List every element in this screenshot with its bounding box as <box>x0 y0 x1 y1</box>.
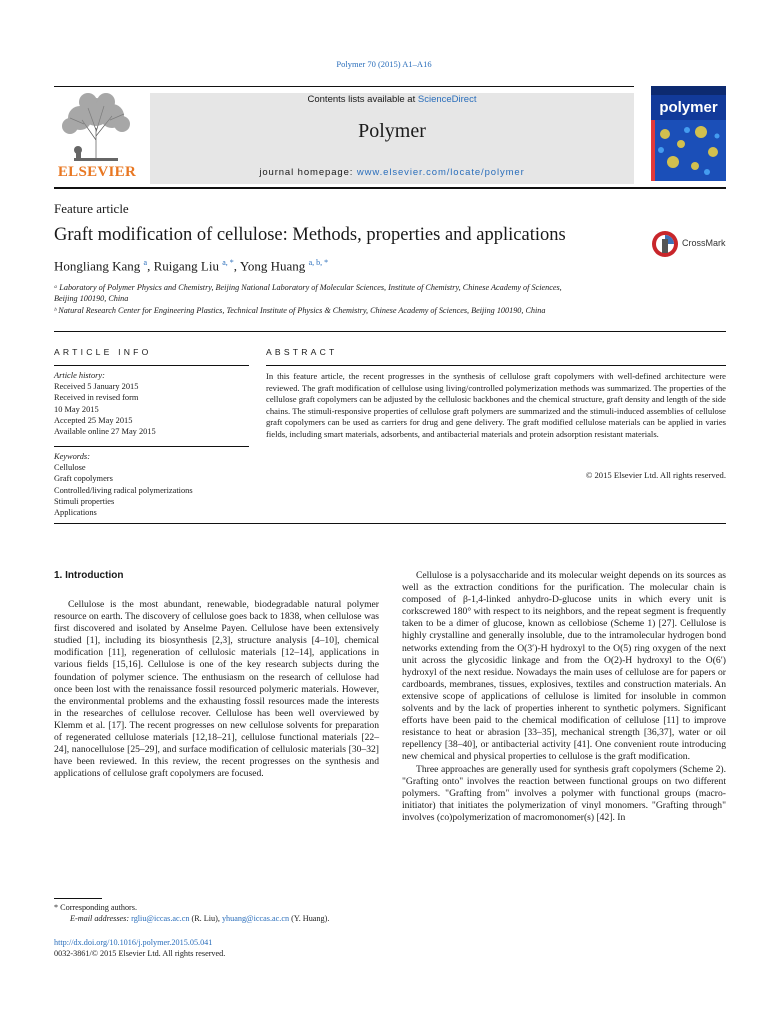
crossmark-icon <box>651 230 679 258</box>
affiliation-a: ᵃ Laboratory of Polymer Physics and Chemistry, Beijing National Laboratory of Molecular Sciences, Institute of Chemistry, Chinese Academy of Sciences, Beijing 100190, China <box>54 283 562 303</box>
elsevier-wordmark: ELSEVIER <box>57 164 137 180</box>
section-heading-introduction: 1. Introduction <box>54 570 124 581</box>
history-item: 10 May 2015 <box>54 404 99 414</box>
doi-link[interactable]: http://dx.doi.org/10.1016/j.polymer.2015.05.041 <box>54 938 213 947</box>
issn-line: 0032-3861/© 2015 Elsevier Ltd. All rights reserved. <box>54 949 226 958</box>
cover-title: polymer <box>659 99 718 116</box>
history-divider <box>54 446 249 447</box>
author-affil-marker[interactable]: a, * <box>222 258 234 267</box>
article-info-heading: ARTICLE INFO <box>54 347 152 357</box>
keyword-item: Controlled/living radical polymerizations <box>54 485 193 495</box>
email-link[interactable]: yhuang@iccas.ac.cn <box>221 914 290 923</box>
journal-homepage: journal homepage: www.elsevier.com/locate/polymer <box>259 167 525 178</box>
author-name[interactable]: Ruigang Liu <box>153 258 219 274</box>
paragraph: Three approaches are generally used for synthesis graft copolymers (Scheme 2). "Grafting onto" involves the reaction between functional groups on two different polymers. "Grafting from" involves a polymer with functional groups (macro-initiator) that initiates the polymerization of vinyl monomers. "Grafting through" involves (co)polymerization of macromonomer(s) [42]. In <box>402 763 726 823</box>
footnote-corr: Corresponding authors. <box>60 903 138 912</box>
email-link[interactable]: rgliu@iccas.ac.cn <box>131 914 190 923</box>
crossmark-label: CrossMark <box>682 238 726 248</box>
history-item: Received in revised form <box>54 393 139 403</box>
keyword-item: Graft copolymers <box>54 474 113 484</box>
abstract-copyright: © 2015 Elsevier Ltd. All rights reserved. <box>585 470 726 480</box>
keywords <box>54 451 193 518</box>
affiliation-b: ᵇ Natural Research Center for Engineering Plastics, Technical Institute of Physics & Chemistry, Chinese Academy of Sciences, Beijing 100190, China <box>54 306 546 315</box>
footnote: * Corresponding authors. E-mail addresses: rgliu@iccas.ac.cn (R. Liu), yhuang@iccas.ac.cn (Y. Huang). <box>54 903 330 923</box>
journal-cover <box>651 86 726 181</box>
homepage-link[interactable]: www.elsevier.com/locate/polymer <box>356 167 525 178</box>
footnote-rule <box>54 898 102 899</box>
abstract-bottom-rule <box>54 523 726 524</box>
author-affil-marker[interactable]: a, b, * <box>308 258 329 267</box>
abstract-heading: ABSTRACT <box>266 347 338 357</box>
article-info-rule <box>54 365 249 366</box>
abstract-text: In this feature article, the recent progresses in the synthesis of cellulose graft copolymers with well-defined architecture were reviewed. The graft modification of cellulose using living/controlled polymerization methods was summarized. The properties of the cellulose graft copolymers can be adjusted by the cellulosic backbones and the chemical structure, graft density and length of the side chains. The stimuli-responsive properties of cellulose graft polymers are summarized and the stimuli-induced assemblies of cellulose graft copolymers can be used as carriers for drug and gene delivery. The graft modified cellulose materials can be applied in varies fields, including smart materials, adsorbents, and antibacterial materials and protein adsorption resistant materials. <box>266 371 726 439</box>
history-item: Accepted 25 May 2015 <box>54 415 133 425</box>
header-bottom-rule <box>54 187 726 189</box>
sciencedirect-link[interactable]: ScienceDirect <box>417 94 477 105</box>
abstract-rule <box>266 365 726 366</box>
keyword-item: Cellulose <box>54 463 86 473</box>
page-footer <box>54 937 225 959</box>
cover-art <box>651 86 726 181</box>
article-title: Graft modification of cellulose: Methods, properties and applications <box>54 225 566 245</box>
author-affil-marker[interactable]: a <box>143 258 148 267</box>
history-item: Available online 27 May 2015 <box>54 427 156 437</box>
author-name[interactable]: Yong Huang <box>239 258 306 274</box>
keywords-label: Keywords: <box>54 452 90 461</box>
title-bottom-rule <box>54 331 726 332</box>
keyword-item: Stimuli properties <box>54 496 115 506</box>
keyword-item: Applications <box>54 508 97 518</box>
author-name[interactable]: Hongliang Kang <box>54 258 141 274</box>
article-history <box>54 370 156 437</box>
history-label: Article history: <box>54 371 105 380</box>
contents-line: Contents lists available at ScienceDirect <box>307 94 477 105</box>
body-left-column <box>54 599 379 780</box>
author-list: Hongliang Kang $^a$, Ruigang Liu $^{a, *}$, Yong Huang $^{a, b, *}$ <box>54 258 329 274</box>
journal-citation[interactable]: Polymer 70 (2015) A1–A16 <box>336 59 432 69</box>
crossmark-badge[interactable] <box>651 230 731 258</box>
journal-title: Polymer <box>358 120 426 142</box>
article-type: Feature article <box>54 201 129 216</box>
paragraph: Cellulose is a polysaccharide and its molecular weight depends on its sources as well as the extraction conditions for the purification. The molecular chain is composed of β-1,4-linked anhydro-D-glucose units in which every unit is corkscrewed 180° with respect to its neighbors, and the repeat segment is frequently taken to be a dimer of glucose, known as cellobiose (Scheme 1) [27]. Cellulose is highly crystalline and generally insoluble, due to the intramolecular hydrogen bond networks extending from the O(3′)-H hydroxyl to the O(5) ring oxygen of the next unit across the glycosidic linkage and from the O(2)-H hydroxyl to the O(6′) hydroxyl of the next residue. Nowadays the main uses of cellulose are for papers or cardboards, membranes, tissues, explosives, textiles and construction materials. An extensive scope of applications of cellulose is limited for insoluble in common solvents and by the lack of properties inherent to synthetic polymers. Significant efforts have been paid to the chemical modification of cellulose [11] to improve resistance to heat or abrasion [33–35], mechanical strength [36,37], water or oil repellency [38–40], or antibacterial activity [41]. One convenient route introducing new chemical and physical properties to cellulose is the graft modification. <box>402 570 726 763</box>
body-right-column <box>402 570 726 824</box>
header-top-rule <box>54 86 634 87</box>
paragraph: Cellulose is the most abundant, renewable, biodegradable natural polymer resource on earth. The discovery of cellulose goes back to 1838, when cellulose was first discovered and isolated by Anselme Payen. Cellulose have been extensively studied [1], including its biosynthesis [2,3], structure analysis [4–10], chemical modification [11], regeneration of cellulosic materials [12–14], applications in various fields [15,16]. Cellulose is one of the key research subjects during the foundation of polymer science. The enthusiasm on the research of cellulose had once been lost with the renaissance fossil resourced polymeric materials. However, the environmental problems and the exhausting fossil resources made the interests in the researches of cellulose recover. Cellulose has been well overviewed by Klemm et al. [17]. The recent progresses on new cellulose solvents for preparation of regenerated cellulose materials [12,18–21], cellulose functional materials [22–24], nanocellulose [25–29], and surface modification of cellulosic materials [30–32] have been reviewed. In this review, the recent progresses on the synthesis and applications of cellulose graft copolymers are focused. <box>54 599 379 780</box>
history-item: Received 5 January 2015 <box>54 382 139 392</box>
